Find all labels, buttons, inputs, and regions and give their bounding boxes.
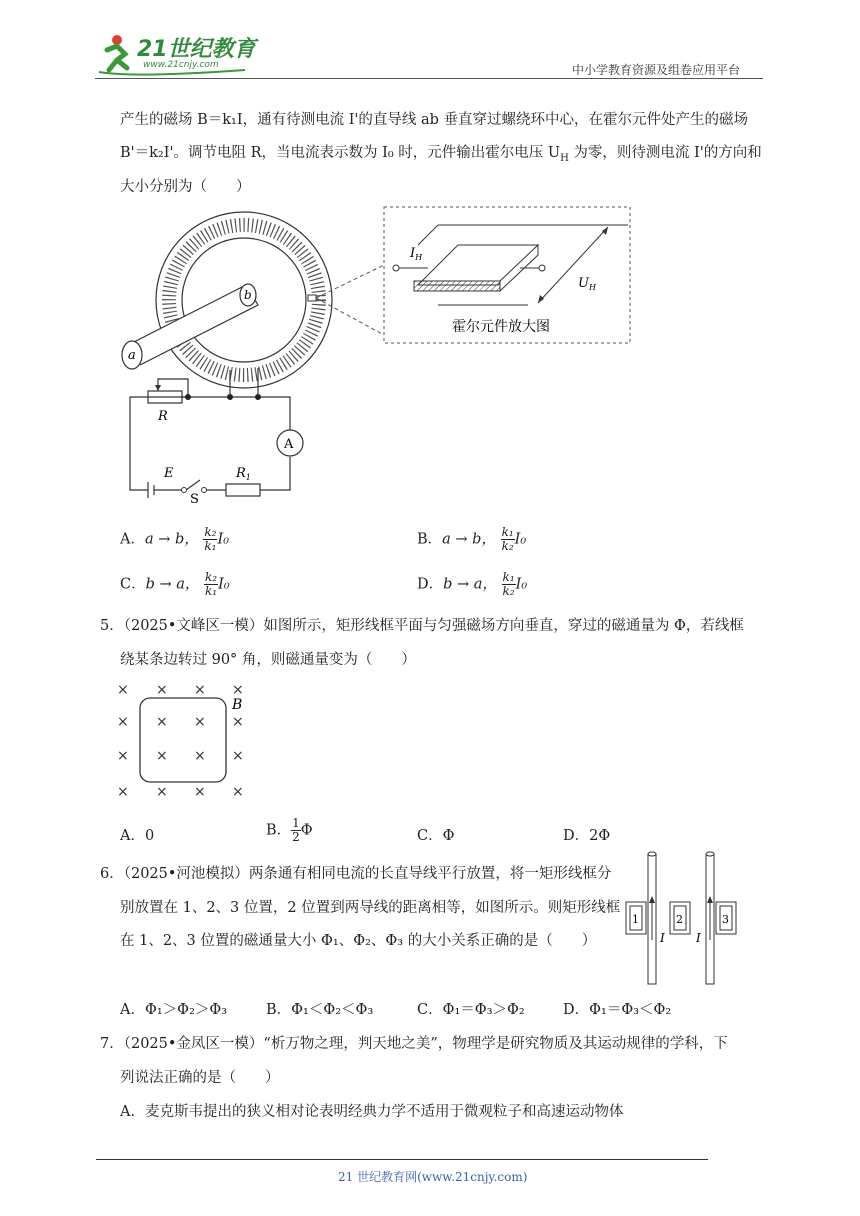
label-r1: $R_1$ xyxy=(236,466,251,482)
rect-loop xyxy=(140,698,226,782)
field-cross: × xyxy=(156,682,168,698)
q6-option-d: D．Φ₁＝Φ₃＜Φ₂ xyxy=(563,1002,672,1018)
q7-line1: 7．（2025•金凤区一模）“析万物之理，判天地之美”，物理学是研究物质及其运动规律的学科，下 xyxy=(100,1036,728,1052)
q7-line2: 列说法正确的是（ ） xyxy=(120,1070,280,1086)
footer-rule xyxy=(96,1159,708,1160)
q4-line3: 大小分别为（ ） xyxy=(120,179,251,195)
q4-line1: 产生的磁场 B＝k₁I，通有待测电流 I'的直导线 ab 垂直穿过螺绕环中心，在霍尔元件处产生的磁场 xyxy=(120,112,749,128)
field-cross: × xyxy=(194,784,206,800)
label-a: a xyxy=(128,348,136,363)
field-cross: × xyxy=(232,682,244,698)
q5-option-a: A．0 xyxy=(120,828,155,844)
q6-option-a: A．Φ₁＞Φ₂＞Φ₃ xyxy=(120,1002,228,1018)
header-rule xyxy=(95,78,763,79)
field-cross: × xyxy=(117,784,129,800)
label-i-right: I xyxy=(696,931,701,945)
q6-option-b: B．Φ₁＜Φ₂＜Φ₃ xyxy=(266,1002,374,1018)
field-cross: × xyxy=(194,714,206,730)
q5-option-d: D．2Φ xyxy=(563,828,611,844)
footer-text: 21 世纪教育网(www.21cnjy.com) xyxy=(338,1170,528,1184)
wire-ab xyxy=(122,284,258,369)
field-cross: × xyxy=(194,748,206,764)
circuit xyxy=(130,368,303,498)
q5-option-b: B． $\frac{1}{2}$ Φ xyxy=(266,816,313,844)
label-i-left: I xyxy=(660,931,665,945)
label-B: B xyxy=(232,697,243,713)
q4-option-d: D．b → a， $\frac{\text{k₁}}{\text{k₂}}$ I₀ xyxy=(417,570,528,598)
field-cross: × xyxy=(117,682,129,698)
q6-line2: 别放置在 1、2、3 位置，2 位置到两导线的距离相等，如图所示。则矩形线框 xyxy=(120,900,621,916)
q5-figure xyxy=(114,678,254,802)
q5-option-c: C．Φ xyxy=(417,828,455,844)
label-1: 1 xyxy=(632,913,639,926)
label-e: E xyxy=(164,466,174,481)
header-right-text: 中小学教育资源及组卷应用平台 xyxy=(572,63,741,77)
q4-option-a: A．a → b， $\frac{\text{k₂}}{\text{k₁}}$ I₀ xyxy=(120,525,230,553)
q6-option-c: C．Φ₁＝Φ₃＞Φ₂ xyxy=(417,1002,525,1018)
field-cross: × xyxy=(232,714,244,730)
label-3: 3 xyxy=(722,913,729,926)
field-cross: × xyxy=(156,784,168,800)
label-b: b xyxy=(244,288,252,302)
q6-line1: 6．（2025•河池模拟）两条通有相同电流的长直导线平行放置，将一矩形线框分 xyxy=(100,866,612,882)
logo-text: 21世纪教育 xyxy=(137,37,256,62)
label-uh: $U_H$ xyxy=(578,276,596,292)
hall-caption: 霍尔元件放大图 xyxy=(452,319,550,335)
label-ih: $I_H$ xyxy=(410,246,423,262)
q7-option-a: A．麦克斯韦提出的狭义相对论表明经典力学不适用于微观粒子和高速运动物体 xyxy=(120,1104,624,1120)
ammeter-label: A xyxy=(284,437,294,452)
field-cross: × xyxy=(194,682,206,698)
field-cross: × xyxy=(117,748,129,764)
label-s: S xyxy=(190,492,199,505)
logo-url: www.21cnjy.com xyxy=(143,60,219,70)
field-cross: × xyxy=(232,784,244,800)
hall-element xyxy=(393,225,628,305)
field-cross: × xyxy=(156,748,168,764)
q5-line1: 5．（2025•文峰区一模）如图所示，矩形线框平面与匀强磁场方向垂直，穿过的磁通量为 Φ，若线框 xyxy=(100,618,744,634)
field-cross: × xyxy=(232,748,244,764)
label-r: R xyxy=(158,409,168,424)
q5-line2: 绕某条边转过 90° 角，则磁通量变为（ ） xyxy=(120,652,416,668)
header-logo xyxy=(95,30,265,78)
q6-figure xyxy=(622,850,740,988)
field-cross: × xyxy=(117,714,129,730)
q4-option-c: C．b → a， $\frac{\text{k₂}}{\text{k₁}}$ I₀ xyxy=(120,570,230,598)
label-2: 2 xyxy=(676,913,683,926)
q4-figure xyxy=(118,205,638,505)
q6-line3: 在 1、2、3 位置的磁通量大小 Φ₁、Φ₂、Φ₃ 的大小关系正确的是（ ） xyxy=(120,933,597,949)
q4-option-b: B．a → b， $\frac{\text{k₁}}{\text{k₂}}$ I₀ xyxy=(417,525,527,553)
q4-line2: B'＝k₂I'。调节电阻 R，当电流表示数为 I₀ 时，元件输出霍尔电压 $U_H$ 为零，则待测电流 I'的方向和 xyxy=(120,145,762,164)
field-cross: × xyxy=(156,714,168,730)
